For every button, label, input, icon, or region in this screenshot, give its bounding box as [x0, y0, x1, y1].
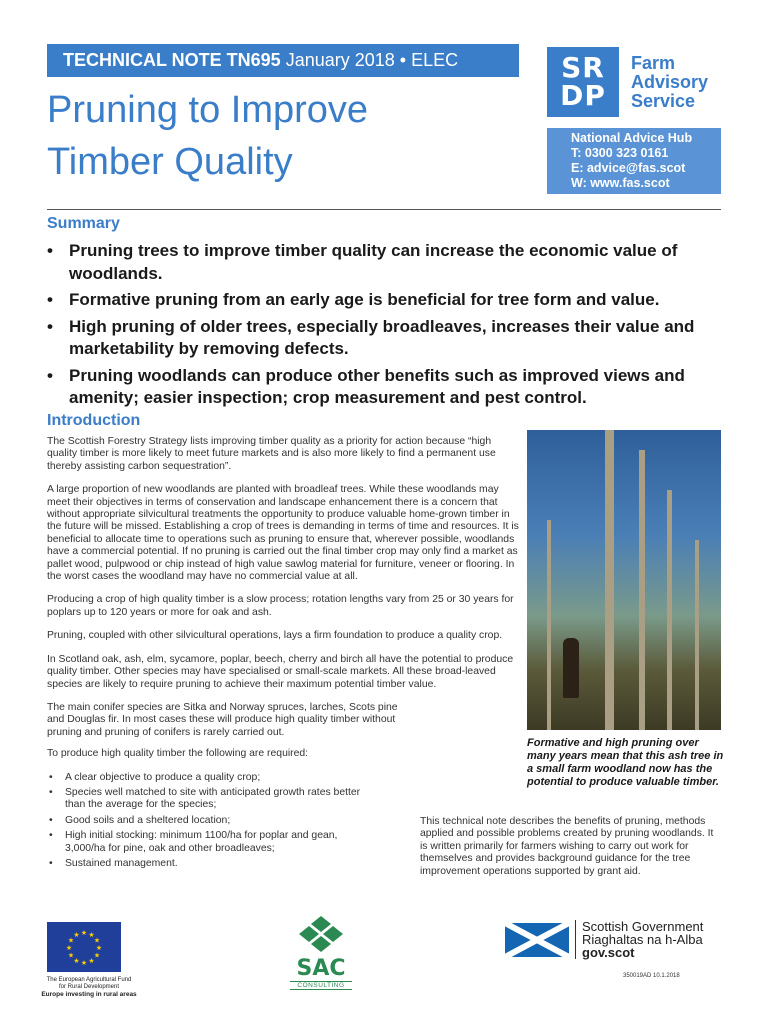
- sac-diamond-icon: [291, 916, 351, 952]
- tree-trunk: [605, 430, 614, 730]
- requirement-item: • Sustained management.: [47, 858, 377, 870]
- ash-tree-photo: [527, 430, 721, 730]
- note-date: January 2018 • ELEC: [285, 50, 459, 70]
- summary-list: [47, 240, 727, 414]
- tree-trunk: [667, 490, 672, 730]
- technical-note-description: This technical note describes the benefits of pruning, methods applied and possible problems created by pruning woodlands. It is written primarily for farmers wishing to carry out work for themselves and provides background guidance for the tree improvement operations supported by grant aid.: [420, 816, 714, 877]
- note-label: TECHNICAL NOTE TN695: [63, 50, 281, 70]
- logo-mark-bottom: DP: [560, 79, 606, 112]
- logo-text-line-1: Farm: [631, 52, 676, 73]
- contact-box: [547, 128, 721, 194]
- summary-item-text: High pruning of older trees, especially broadleaves, increases their value and marketability by removing defects.: [69, 316, 695, 358]
- summary-heading: Summary: [47, 215, 120, 232]
- tree-trunk: [695, 540, 699, 730]
- sac-subtitle: CONSULTING: [290, 981, 352, 990]
- logo-text-line-3: Service: [631, 90, 696, 111]
- tree-trunk: [639, 450, 645, 730]
- intro-paragraph: The main conifer species are Sitka and Norway spruces, larches, Scots pine and Douglas fir. In most cases these will produce high quality timber without pruning and pruning of conifers is rarely carried out.: [47, 701, 398, 738]
- eu-star-icon: ★: [80, 930, 88, 937]
- logo-text: [631, 54, 708, 111]
- contact-email: E: advice@fas.scot: [571, 161, 686, 175]
- scottish-government-text: [575, 920, 703, 959]
- technical-note-banner: [47, 44, 519, 77]
- scot-gov-english: Scottish Government: [582, 919, 704, 934]
- title-line-2: Timber Quality: [47, 141, 293, 183]
- person-figure: [563, 638, 579, 698]
- eu-star-icon: ★: [88, 957, 95, 965]
- logo-mark-top: SR: [561, 51, 605, 84]
- farm-advisory-service-logo: [547, 44, 721, 120]
- eu-star-icon: ★: [80, 960, 88, 967]
- eu-star-icon: ★: [93, 952, 101, 960]
- sac-consulting-logo: [290, 916, 352, 996]
- eu-caption-line-2: for Rural Development: [58, 984, 120, 990]
- bullet: •: [47, 365, 53, 385]
- scottish-government-logo: [505, 920, 703, 959]
- intro-paragraph: A large proportion of new woodlands are planted with broadleaf trees. While these woodlands may meet their objectives in terms of conservation and landscape enhancement there is a concern that without appropriate silvicultural treatments the opportunity to produce valuable home-grown timber in the future will be missed. Establishing a crop of trees is demanding in terms of time and resources. It is beneficial to allocate time to operations such as pruning to ensure that, wherever possible, woodlands have a commercial potential. If no pruning is carried out the final timber crop may only find a market as pallet wood, pulpwood or chip instead of high value sawlog material for furniture, veneer or flooring. In the worst cases the woodland may have no commercial value at all.: [47, 484, 519, 583]
- eu-stars-icon: [47, 922, 121, 972]
- introduction-heading: Introduction: [47, 412, 141, 429]
- contact-website: W: www.fas.scot: [571, 176, 670, 190]
- tree-trunk: [547, 520, 551, 730]
- summary-item-text: Pruning woodlands can produce other benefits such as improved views and amenity; easier inspection; crop measurement and pest control.: [69, 365, 685, 407]
- contact-phone: T: 0300 323 0161: [571, 146, 669, 160]
- scot-gov-gaelic: Riaghaltas na h-Alba: [582, 932, 703, 947]
- header-divider: [47, 209, 721, 210]
- summary-item: [47, 316, 727, 361]
- eu-caption-line-3: Europe investing in rural areas: [41, 991, 137, 998]
- eu-star-icon: ★: [67, 952, 75, 960]
- summary-item-text: Pruning trees to improve timber quality can increase the economic value of woodlands.: [69, 241, 678, 283]
- eu-star-icon: ★: [67, 937, 75, 945]
- intro-paragraph: Pruning, coupled with other silvicultural operations, lays a firm foundation to produce a quality crop.: [47, 630, 503, 642]
- intro-paragraph: To produce high quality timber the following are required:: [47, 748, 309, 760]
- eu-caption-line-1: The European Agricultural Fund: [46, 977, 132, 983]
- contact-hub: National Advice Hub: [571, 131, 693, 145]
- requirement-item: • Species well matched to site with anticipated growth rates better than the average for the species;: [47, 787, 377, 812]
- sac-name: SAC: [296, 956, 346, 981]
- photo-caption: Formative and high pruning over many years mean that this ash tree in a small farm woodland now has the potential to produce valuable timber.: [527, 737, 724, 788]
- page-title: [47, 84, 517, 188]
- eu-star-icon: ★: [93, 937, 101, 945]
- eu-caption: [24, 977, 154, 998]
- eu-star-icon: ★: [73, 957, 80, 965]
- logo-text-line-2: Advisory: [631, 71, 709, 92]
- summary-item: [47, 365, 727, 410]
- requirement-item: • Good soils and a sheltered location;: [47, 815, 377, 827]
- requirement-item: • High initial stocking: minimum 1100/ha for poplar and gean, 3,000/ha for pine, oak and other broadleaves;: [47, 830, 377, 855]
- intro-paragraph: Producing a crop of high quality timber is a slow process; rotation lengths vary from 25 or 30 years for poplars up to 120 years or more for oak and ash.: [47, 594, 514, 618]
- eu-star-icon: ★: [65, 945, 73, 952]
- scot-gov-website: gov.scot: [582, 945, 635, 960]
- summary-item: [47, 240, 727, 285]
- eu-star-icon: ★: [73, 932, 80, 940]
- eu-star-icon: ★: [95, 945, 103, 952]
- requirements-list: [47, 772, 377, 871]
- summary-item: [47, 289, 727, 312]
- bullet: •: [47, 316, 53, 336]
- introduction-body: [47, 436, 522, 873]
- intro-paragraph: In Scotland oak, ash, elm, sycamore, poplar, beech, cherry and birch all have the potential to produce quality timber. Other species may have specialised or small-scale markets. All these broad-leaved species are likely to require pruning to achieve their maximum potential timber value.: [47, 653, 514, 690]
- saltire-flag-icon: [505, 923, 569, 957]
- intro-paragraph: The Scottish Forestry Strategy lists improving timber quality as a priority for action because “high quality timber is more likely to meet future markets and is also more likely to find a permanent use thereby assisting carbon sequestration”.: [47, 436, 496, 472]
- bullet: •: [47, 290, 53, 309]
- srdp-logo-mark: [547, 47, 619, 117]
- eu-star-icon: ★: [88, 932, 95, 940]
- title-line-1: Pruning to Improve: [47, 89, 369, 131]
- summary-item-text: Formative pruning from an early age is beneficial for tree form and value.: [69, 290, 660, 309]
- document-reference: 350019AD 10.1.2018: [623, 973, 680, 979]
- eu-flag-logo: [47, 922, 121, 972]
- bullet: •: [47, 241, 53, 260]
- requirement-item: • A clear objective to produce a quality crop;: [47, 772, 377, 784]
